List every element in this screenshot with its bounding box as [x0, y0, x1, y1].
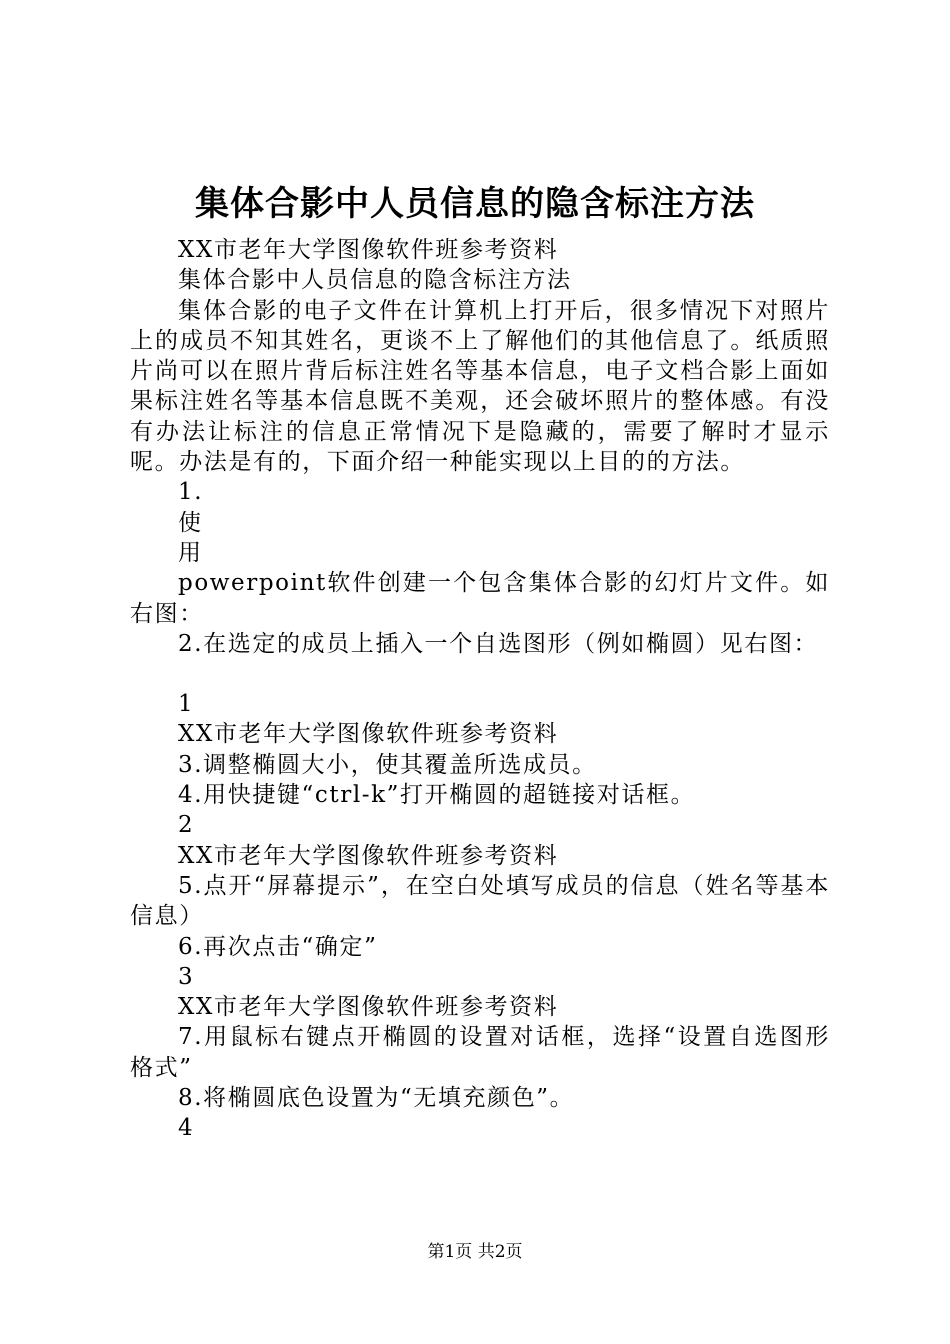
step-1-number: 1. [178, 479, 204, 506]
step-3-text: 3.调整椭圆大小，使其覆盖所选成员。 [178, 751, 597, 778]
document-title: 集体合影中人员信息的隐含标注方法 [195, 184, 755, 224]
blank-gap [130, 659, 830, 689]
step-7-text: 7.用鼠标右键点开椭圆的设置对话框，选择“设置自选图形格式” [130, 1024, 830, 1081]
page-footer: 第1页 共2页 [427, 1242, 523, 1262]
header-line-4: XX市老年大学图像软件班参考资料 [178, 994, 559, 1021]
step-1-char-2: 用 [178, 539, 203, 566]
header-line-3: XX市老年大学图像软件班参考资料 [178, 842, 559, 869]
section-number-4: 4 [178, 1115, 195, 1142]
section-number-1: 1 [178, 691, 195, 718]
section-number-2: 2 [178, 812, 195, 839]
document-body [130, 235, 830, 1144]
step-1-text: powerpoint软件创建一个包含集体合影的幻灯片文件。如右图： [130, 570, 830, 627]
step-6-text: 6.再次点击“确定” [178, 933, 378, 960]
subtitle-line: 集体合影中人员信息的隐含标注方法 [178, 267, 572, 294]
header-line-2: XX市老年大学图像软件班参考资料 [178, 721, 559, 748]
header-line: XX市老年大学图像软件班参考资料 [178, 237, 559, 263]
step-8-text: 8.将椭圆底色设置为“无填充颜色”。 [178, 1085, 575, 1112]
step-5-text: 5.点开“屏幕提示”，在空白处填写成员的信息（姓名等基本信息） [130, 872, 830, 930]
step-2-text: 2.在选定的成员上插入一个自选图形（例如椭圆）见右图： [178, 630, 819, 657]
section-number-3: 3 [178, 963, 195, 990]
step-4-text: 4.用快捷键“ctrl-k”打开椭圆的超链接对话框。 [178, 782, 696, 809]
step-1-char-1: 使 [178, 509, 203, 536]
intro-paragraph: 集体合影的电子文件在计算机上打开后，很多情况下对照片上的成员不知其姓名，更谈不上了解他们的其他信息了。纸质照片尚可以在照片背后标注姓名等基本信息，电子文档合影上面如果标注姓名等基本信息既不美观，还会破坏照片的整体感。有没有办法让标注的信息正常情况下是隐藏的，需要了解时才显示呢。办法是有的，下面介绍一种能实现以上目的的方法。 [130, 297, 830, 476]
